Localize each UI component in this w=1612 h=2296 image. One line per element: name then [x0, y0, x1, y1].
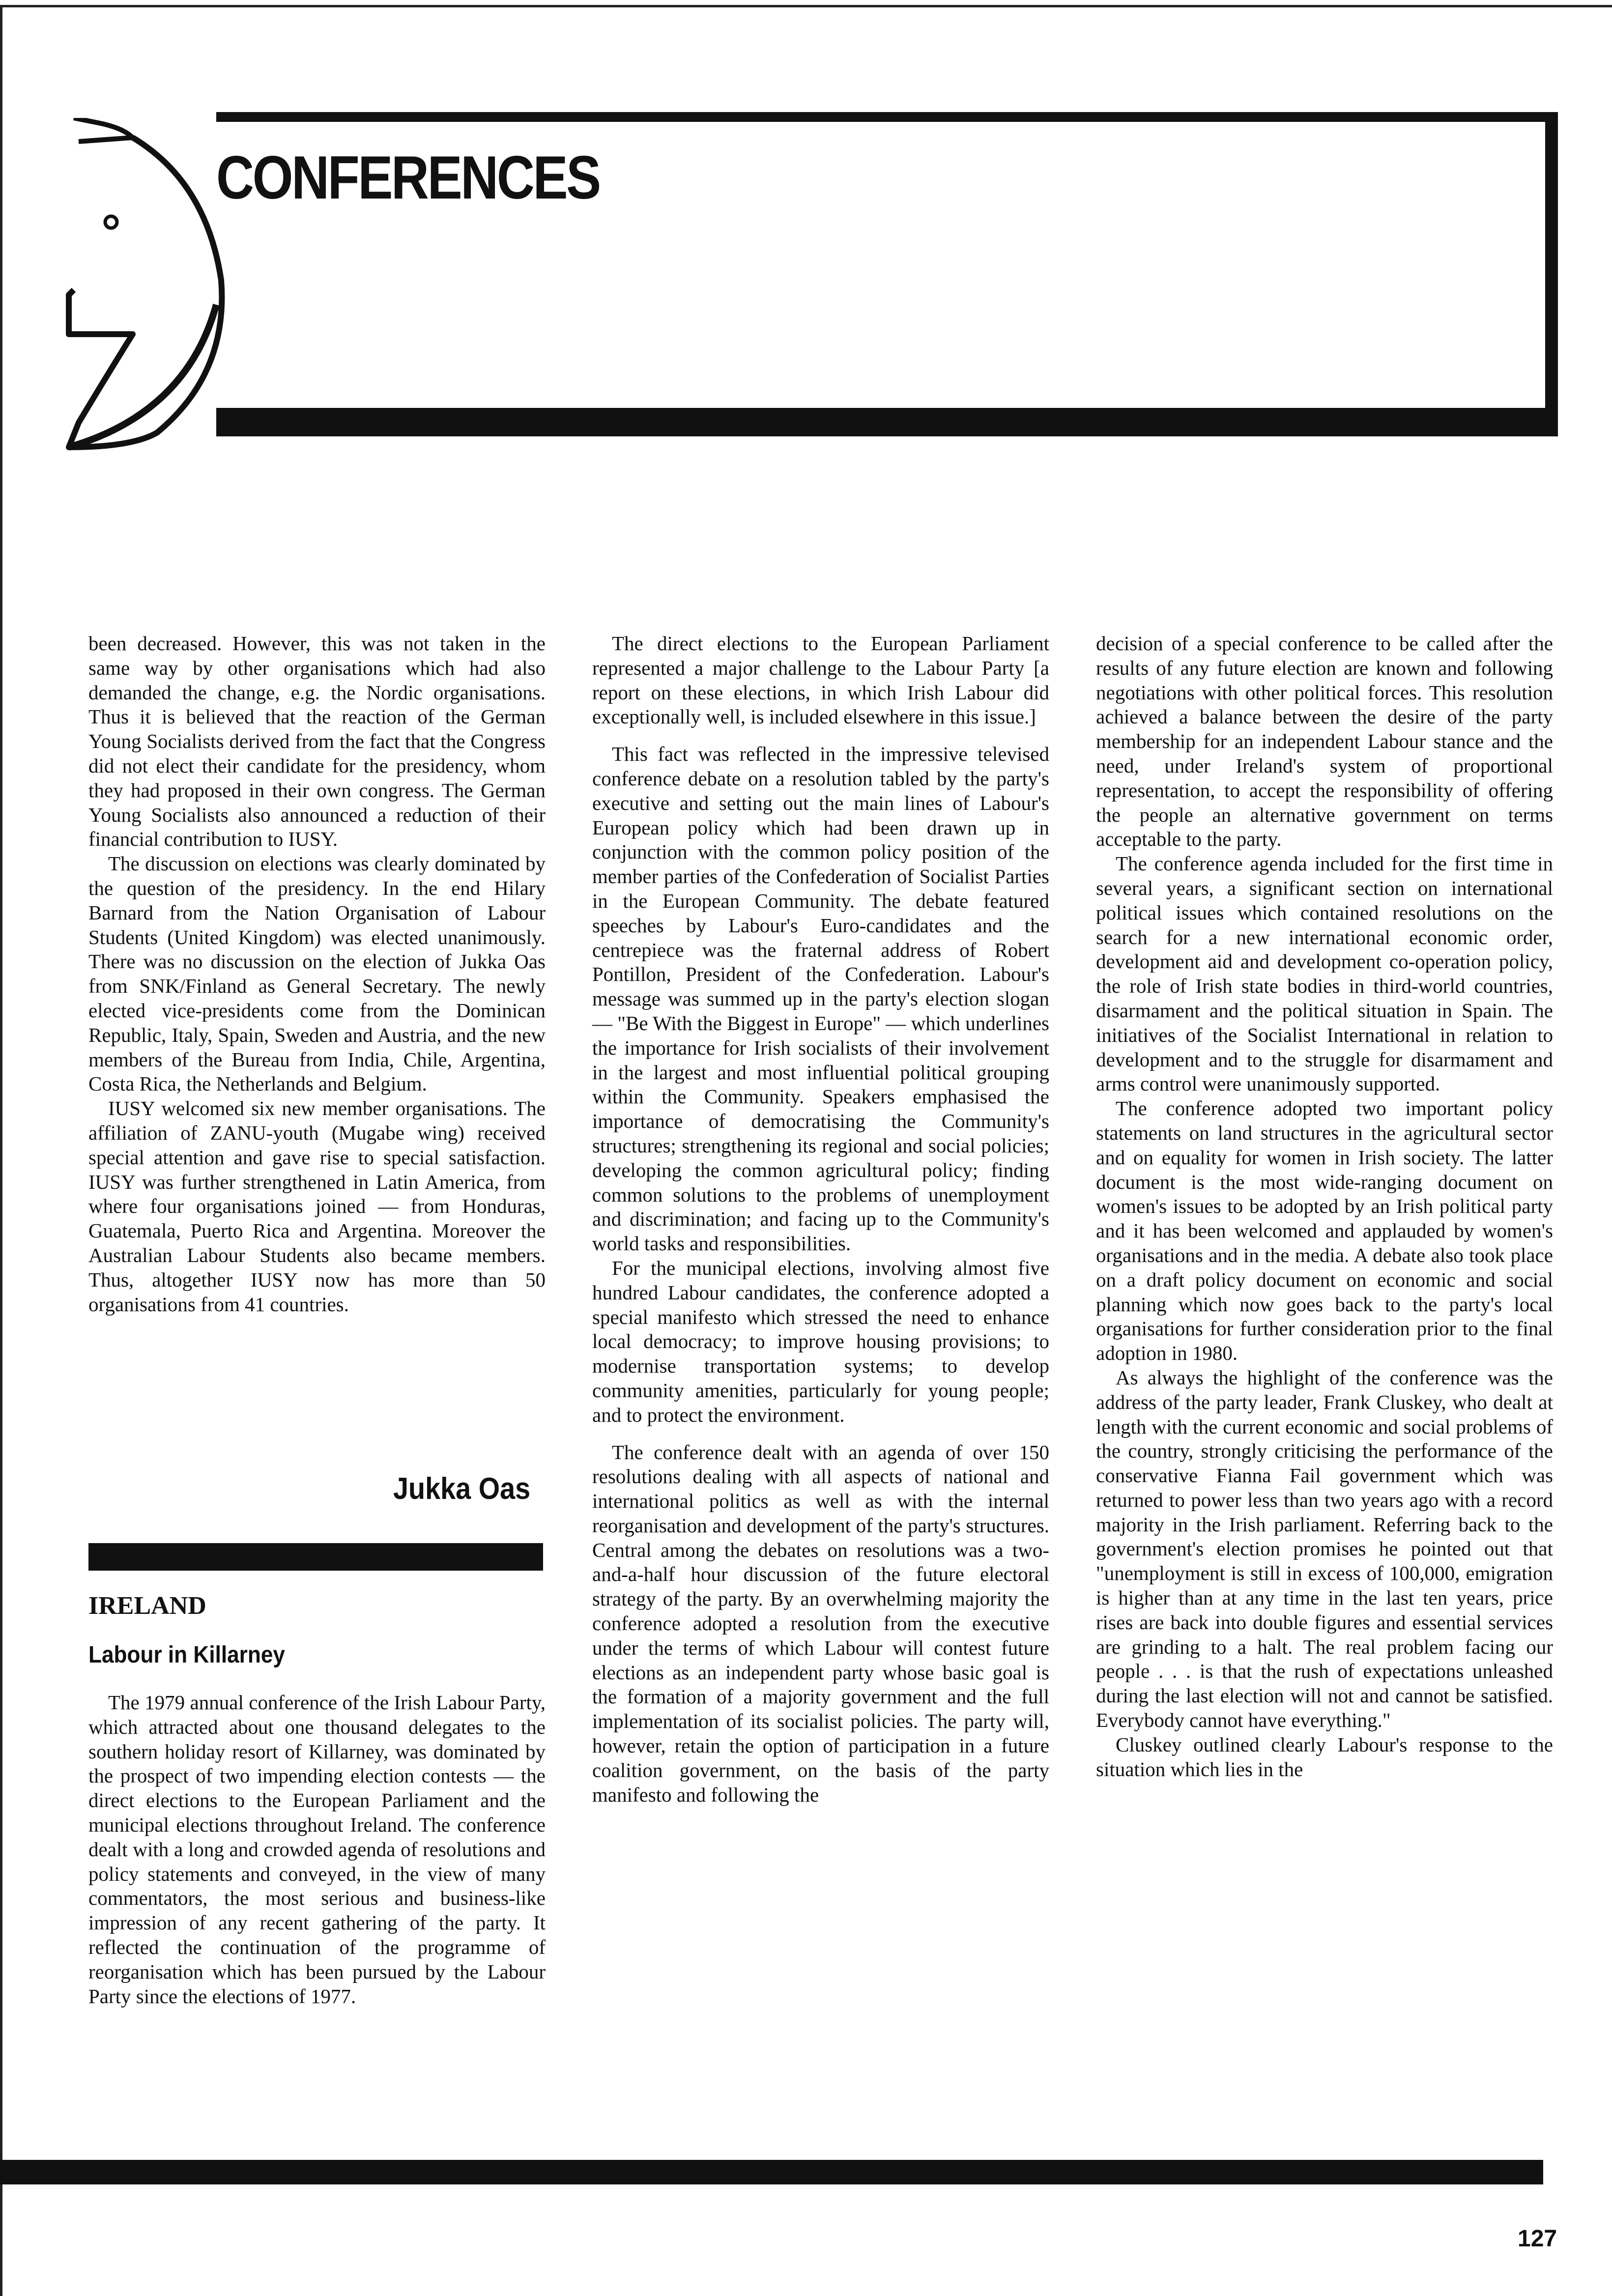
article2-paragraph: The conference dealt with an agenda of over 150 resolutions dealing with all aspects of national and international politics as well as with the internal reorganisation and development of the party's structures. Central among the debates on resolutions was a two-and-a-half hour discussion of the future electoral strategy of the party. By an overwhelming majority the conference adopted a resolution from the executive under the terms of which Labour will contest future elections as an independent party whose basic goal is the formation of a majority government and the full implementation of its socialist policies. The party will, however, retain the option of participation in a future coalition government, on the basis of the party manifesto and following the	[592, 1440, 1049, 1806]
section-divider-bar	[88, 1543, 543, 1571]
column-1-bottom	[88, 1691, 546, 2009]
article2-paragraph: For the municipal elections, involving almost five hundred Labour candidates, the conference adopted a special manifesto which stressed the need to enhance local democracy; to improve housing provisions; to modernise transportation systems; to develop community amenities, particularly for young people; and to protect the environment.	[592, 1256, 1049, 1426]
article1-paragraph: IUSY welcomed six new member organisations. The affiliation of ZANU-youth (Mugabe wing) received special attention and gave rise to special satisfaction. IUSY was further strengthened in Latin America, from where four organisations joined — from Honduras, Guatemala, Puerto Rica and Argentina. Moreover the Australian Labour Students also became members. Thus, altogether IUSY now has more than 50 organisations from 41 countries.	[88, 1097, 546, 1316]
page-number: 127	[1518, 2226, 1557, 2252]
article2-paragraph: Cluskey outlined clearly Labour's response to the situation which lies in the	[1096, 1733, 1553, 1780]
article1-paragraph: The discussion on elections was clearly dominated by the question of the presidency. In the end Hilary Barnard from the Nation Organisation of Labour Students (United Kingdom) was elected unanimously. There was no discussion on the election of Jukka Oas from SNK/Finland as General Secretary. The newly elected vice-presidents come from the Dominican Republic, Italy, Spain, Sweden and Austria, and the new members of the Bureau from India, Chile, Argentina, Costa Rica, the Netherlands and Belgium.	[88, 852, 546, 1095]
article2-paragraph: The conference agenda included for the first time in several years, a significant section on international political issues which contained resolutions on the search for a new international economic order, development aid and development co-operation policy, the role of Irish state bodies in third-world countries, disarmament and the political situation in Spain. The initiatives of the Socialist International in relation to development and to the struggle for disarmament and arms control were unanimously supported.	[1096, 852, 1553, 1095]
article2-paragraph: The direct elections to the European Parliament represented a major challenge to the Labour Party [a report on these elections, in which Irish Labour did exceptionally well, is included elsewhere in this issue.]	[592, 632, 1049, 728]
article2-paragraph: decision of a special conference to be called after the results of any future election are known and following negotiations with other political forces. This resolution achieved a balance between the desire of the party membership for an independent Labour stance and the need, under Ireland's system of proportional representation, to accept the responsibility of offering the people an alternative government on terms acceptable to the party.	[1096, 632, 1553, 851]
page-border-top	[0, 5, 1612, 7]
article-headline: Labour in Killarney	[88, 1642, 285, 1668]
column-2	[592, 631, 1049, 1807]
country-heading: IRELAND	[88, 1592, 206, 1620]
author-signature: Jukka Oas	[393, 1472, 531, 1506]
page-border-left	[0, 5, 2, 2296]
article2-paragraph: The 1979 annual conference of the Irish Labour Party, which attracted about one thousand delegates to the southern holiday resort of Killarney, was dominated by the prospect of two impending election contests — the direct elections to the European Parliament and the municipal elections throughout Ireland. The conference dealt with a long and crowded agenda of resolutions and policy statements and conveyed, in the view of many commentators, the most serious and business-like impression of any recent gathering of the party. It reflected the continuation of the programme of reorganisation which has been pursued by the Labour Party since the elections of 1977.	[88, 1691, 546, 2008]
footer-divider-bar	[0, 2160, 1543, 2184]
article2-paragraph: This fact was reflected in the impressive televised conference debate on a resolution tabled by the party's executive and setting out the main lines of Labour's European policy which had been drawn up in conjunction with the common policy position of the member parties of the Confederation of Socialist Parties in the European Community. The debate featured speeches by Labour's Euro-candidates and the centrepiece was the fraternal address of Robert Pontillon, President of the Confederation. Labour's message was summed up in the party's election slogan — "Be With the Biggest in Europe" — which underlines the importance for Irish socialists of their involvement in the largest and most influential political grouping within the Community. Speakers emphasised the importance of democratising the Community's structures; strengthening its regional and social policies; developing the common agricultural policy; finding common solutions to the problems of unemployment and discrimination; and facing up to the Community's world tasks and responsibilities.	[592, 743, 1049, 1255]
article2-paragraph: The conference adopted two important policy statements on land structures in the agricultural sector and on equality for women in Irish society. The latter document is the most wide-ranging document on women's issues to be adopted by an Irish political party and it has been welcomed and applauded by women's organisations and in the media. A debate also took place on a draft policy document on economic and social planning which now goes back to the party's local organisations for further consideration prior to the final adoption in 1980.	[1096, 1097, 1553, 1365]
article1-paragraph: been decreased. However, this was not taken in the same way by other organisations which had also demanded the change, e.g. the Nordic organisations. Thus it is believed that the reaction of the German Young Socialists derived from the fact that the Congress did not elect their candidate for the presidency, whom they had proposed in their own congress. The German Young Socialists also announced a reduction of their financial contribution to IUSY.	[88, 632, 546, 851]
article2-paragraph: As always the highlight of the conference was the address of the party leader, Frank Cluskey, who dealt at length with the current economic and social problems of the country, strongly criticising the performance of the conservative Fianna Fail government which was returned to power less than two years ago with a record majority in the Irish parliament. Referring back to the government's election promises he pointed out that "unemployment is still in excess of 100,000, emigration is higher than at any time in the last ten years, price rises are back into double figures and essential services are grinding to a halt. The real problem facing our people . . . is that the rush of expectations unleashed during the last election will not and cannot be satisfied. Everybody cannot have everything."	[1096, 1366, 1553, 1732]
column-1-top	[88, 631, 546, 1317]
section-title: CONFERENCES	[216, 144, 600, 212]
column-3	[1096, 631, 1553, 1781]
